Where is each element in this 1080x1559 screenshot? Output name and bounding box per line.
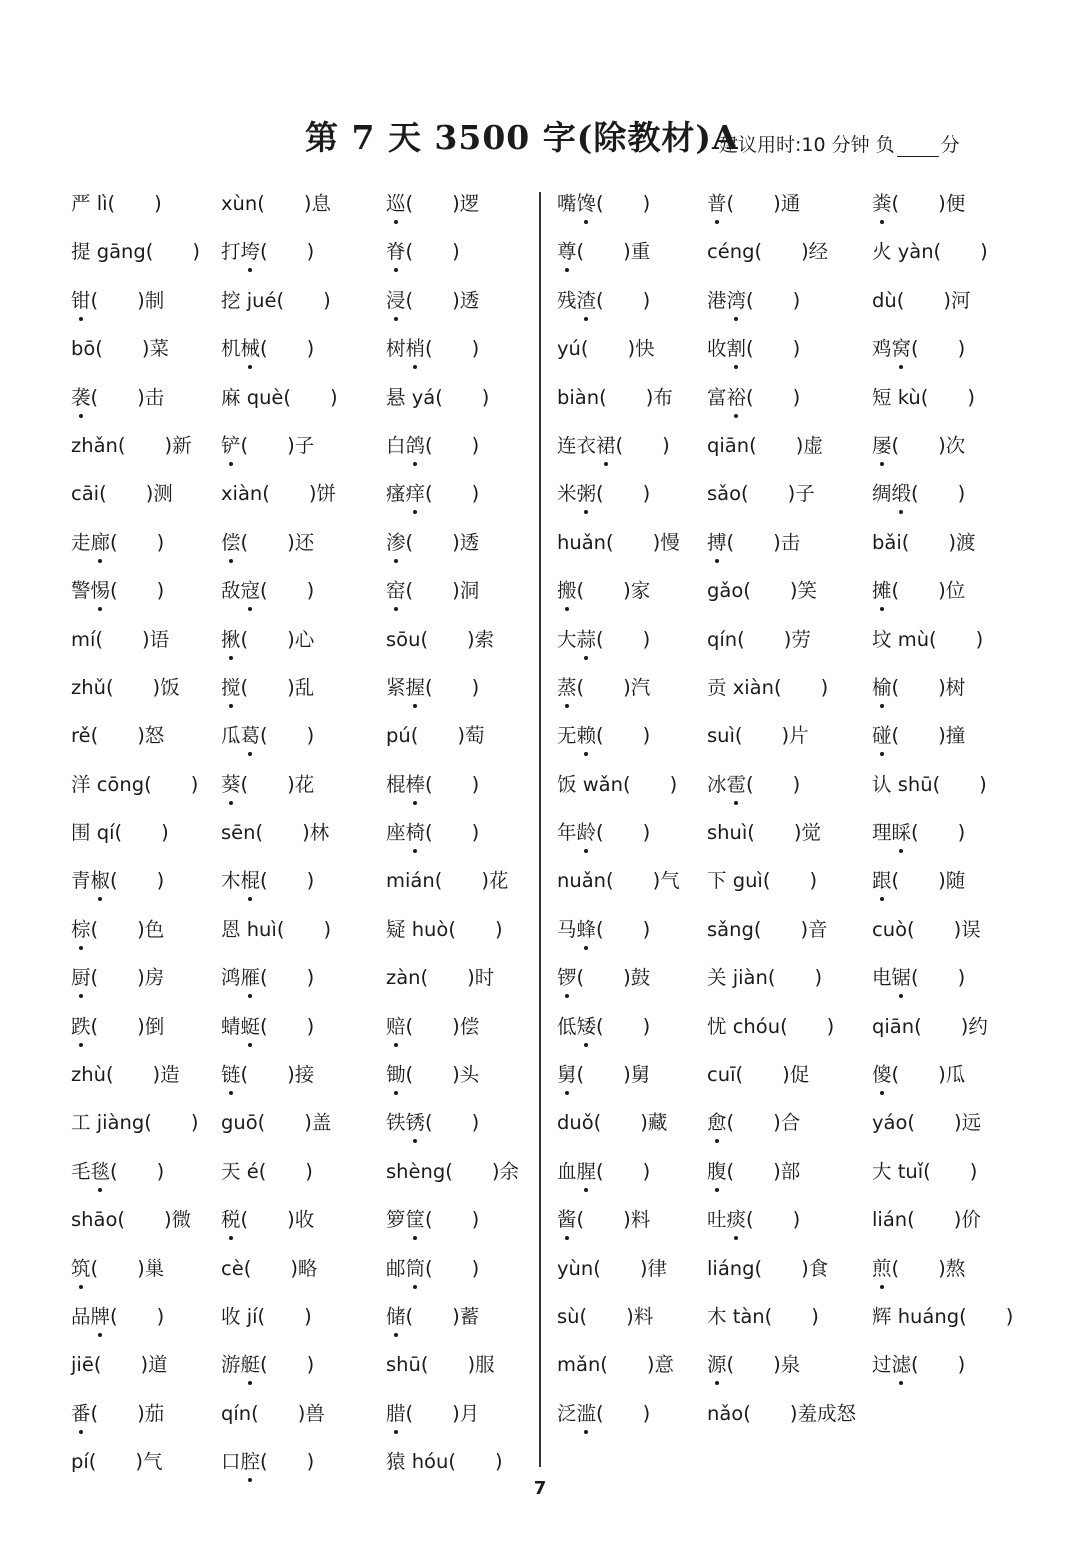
exercise-item: 舅( )舅 <box>557 1063 651 1087</box>
dotted-character: 锈 <box>405 1111 426 1135</box>
exercise-item: 品牌( ) <box>71 1304 165 1328</box>
exercise-item: 邮筒( ) <box>386 1256 480 1280</box>
exercise-item: qín( )兽 <box>221 1401 325 1425</box>
exercise-item: 警惕( ) <box>71 579 165 603</box>
exercise-item: duǒ( )藏 <box>557 1111 668 1135</box>
dotted-character: 毯 <box>90 1159 111 1183</box>
exercise-item: shū( )服 <box>386 1353 495 1377</box>
exercise-item: 吐痰( ) <box>707 1208 801 1232</box>
exercise-item: 无赖( ) <box>557 724 651 748</box>
exercise-item: 下 guì( ) <box>707 869 818 893</box>
dotted-character: 睬 <box>891 821 912 845</box>
exercise-item: 筑( )巢 <box>71 1256 165 1280</box>
exercise-item: 摊( )位 <box>872 579 966 603</box>
exercise-item: 猿 hóu( ) <box>386 1450 503 1474</box>
exercise-item: 嘴馋( ) <box>557 192 651 215</box>
exercise-item: 泛滥( ) <box>557 1401 651 1425</box>
exercise-item: 普( )通 <box>707 192 801 215</box>
exercise-item: nuǎn( )气 <box>557 869 680 893</box>
exercise-item: 大蒜( ) <box>557 627 651 651</box>
exercise-column-5 <box>707 192 856 1450</box>
dotted-character: 搏 <box>707 530 727 554</box>
exercise-item: 赔( )偿 <box>386 1014 480 1038</box>
dotted-character: 脊 <box>386 240 406 264</box>
dotted-character: 垮 <box>240 240 261 264</box>
exercise-item: 天 é( ) <box>221 1159 313 1183</box>
exercise-item: bǎi( )渡 <box>872 530 976 554</box>
exercise-item: 电锯( ) <box>872 966 966 990</box>
exercise-item: 渗( )透 <box>386 530 480 554</box>
dotted-character: 窝 <box>891 337 912 361</box>
exercise-item: 关 jiàn( ) <box>707 966 823 990</box>
exercise-item: 脊( ) <box>386 240 460 264</box>
dotted-character: 粪 <box>872 192 892 215</box>
exercise-item: 瓜葛( ) <box>221 724 315 748</box>
exercise-item: shuì( )觉 <box>707 821 822 845</box>
exercise-item: 白鸽( ) <box>386 433 480 457</box>
dotted-character: 浸 <box>386 288 406 312</box>
dotted-character: 椒 <box>90 869 111 893</box>
exercise-item: 巡( )逻 <box>386 192 480 215</box>
exercise-item: 厨( )房 <box>71 966 165 990</box>
dotted-character: 袭 <box>71 385 91 409</box>
dotted-character: 摊 <box>872 579 892 603</box>
exercise-item: 大 tuǐ( ) <box>872 1159 978 1183</box>
dotted-character: 滤 <box>891 1353 912 1377</box>
dotted-character: 酱 <box>557 1208 577 1232</box>
exercise-item: 短 kù( ) <box>872 385 975 409</box>
dotted-character: 搬 <box>557 579 577 603</box>
exercise-item: 青椒( ) <box>71 869 165 893</box>
dotted-character: 锄 <box>386 1063 406 1087</box>
dotted-character: 番 <box>71 1401 91 1425</box>
exercise-item: 铁锈( ) <box>386 1111 480 1135</box>
exercise-item: cuò( )误 <box>872 917 981 941</box>
exercise-item: 瘙痒( ) <box>386 482 480 506</box>
exercise-item: 跌( )倒 <box>71 1014 165 1038</box>
exercise-item: 腊( )月 <box>386 1401 480 1425</box>
exercise-item: 腹( )部 <box>707 1159 801 1183</box>
dotted-character: 腥 <box>576 1159 597 1183</box>
exercise-item: 浸( )透 <box>386 288 480 312</box>
exercise-item: 米粥( ) <box>557 482 651 506</box>
exercise-item: gǎo( )笑 <box>707 579 817 603</box>
dotted-character: 税 <box>221 1208 241 1232</box>
exercise-item: 残渣( ) <box>557 288 651 312</box>
exercise-item: sǎng( )音 <box>707 917 828 941</box>
page-number: 7 <box>533 1478 547 1499</box>
exercise-item: sù( )料 <box>557 1304 654 1328</box>
dotted-character: 揪 <box>221 627 241 651</box>
dotted-character: 廊 <box>90 530 111 554</box>
dotted-character: 碰 <box>872 724 892 748</box>
dotted-character: 赔 <box>386 1014 406 1038</box>
exercise-item: 富裕( ) <box>707 385 801 409</box>
exercise-item: 麻 què( ) <box>221 385 338 409</box>
dotted-character: 蒸 <box>557 675 577 699</box>
exercise-item: lián( )价 <box>872 1208 981 1232</box>
exercise-item: 洋 cōng( ) <box>71 772 199 796</box>
dotted-character: 腊 <box>386 1401 406 1425</box>
exercise-item: liáng( )食 <box>707 1256 829 1280</box>
exercise-item: qín( )劳 <box>707 627 811 651</box>
exercise-item: céng( )经 <box>707 240 829 264</box>
exercise-item: 屡( )次 <box>872 433 966 457</box>
dotted-character: 握 <box>405 675 426 699</box>
exercise-item: 链( )接 <box>221 1063 315 1087</box>
exercise-item: 锄( )头 <box>386 1063 480 1087</box>
exercise-item: xiàn( )饼 <box>221 482 336 506</box>
exercise-item: 马蜂( ) <box>557 917 651 941</box>
exercise-item: 碰( )撞 <box>872 724 966 748</box>
exercise-item: qiān( )虚 <box>707 433 823 457</box>
exercise-item: 饭 wǎn( ) <box>557 772 678 796</box>
exercise-item: shèng( )余 <box>386 1159 519 1183</box>
exercise-item: 游艇( ) <box>221 1353 315 1377</box>
dotted-character: 筑 <box>71 1256 91 1280</box>
exercise-item: 工 jiàng( ) <box>71 1111 199 1135</box>
exercise-item: 冰雹( ) <box>707 772 801 796</box>
dotted-character: 裙 <box>596 433 616 457</box>
dotted-character: 傻 <box>872 1063 892 1087</box>
dotted-character: 缎 <box>891 482 912 506</box>
exercise-item: 蒸( )汽 <box>557 675 651 699</box>
exercise-item: xùn( )息 <box>221 192 331 215</box>
exercise-item: yùn( )律 <box>557 1256 667 1280</box>
exercise-item: 鸿雁( ) <box>221 966 315 990</box>
exercise-item: 收 jí( ) <box>221 1304 312 1328</box>
dotted-character: 裕 <box>726 385 747 409</box>
exercise-item: bō( )菜 <box>71 337 170 361</box>
exercise-item: 傻( )瓜 <box>872 1063 966 1087</box>
exercise-item: 窑( )洞 <box>386 579 480 603</box>
exercise-item: 敌寇( ) <box>221 579 315 603</box>
exercise-item: 绸缎( ) <box>872 482 966 506</box>
exercise-item: shāo( )微 <box>71 1208 192 1232</box>
exercise-item: 跟( )随 <box>872 869 966 893</box>
exercise-item: 连衣裙( ) <box>557 433 670 457</box>
exercise-item: 钳( )制 <box>71 288 165 312</box>
exercise-item: 挖 jué( ) <box>221 288 331 312</box>
dotted-character: 渣 <box>576 288 597 312</box>
exercise-item: zhǔ( )饭 <box>71 675 180 699</box>
exercise-item: 鸡窝( ) <box>872 337 966 361</box>
dotted-character: 筒 <box>405 1256 426 1280</box>
dotted-character: 鸽 <box>405 433 426 457</box>
dotted-character: 梢 <box>405 337 426 361</box>
exercise-item: jiē( )道 <box>71 1353 168 1377</box>
dotted-character: 筐 <box>405 1208 426 1232</box>
exercise-item: 尊( )重 <box>557 240 651 264</box>
exercise-item: 粪( )便 <box>872 192 966 215</box>
dotted-character: 厨 <box>71 966 91 990</box>
exercise-item: 贡 xiàn( ) <box>707 675 829 699</box>
exercise-item: 恩 huì( ) <box>221 917 332 941</box>
dotted-character: 寇 <box>240 579 261 603</box>
exercise-item: 番( )茄 <box>71 1401 165 1425</box>
dotted-character: 雁 <box>240 966 261 990</box>
exercise-item: 机械( ) <box>221 337 315 361</box>
dotted-character: 椅 <box>405 821 426 845</box>
exercise-item: 忧 chóu( ) <box>707 1014 835 1038</box>
exercise-item: 木 tàn( ) <box>707 1304 819 1328</box>
dotted-character: 湾 <box>726 288 747 312</box>
dotted-character: 榆 <box>872 675 892 699</box>
exercise-item: 围 qí( ) <box>71 821 169 845</box>
dotted-character: 锣 <box>557 966 577 990</box>
exercise-item: 辉 huáng( ) <box>872 1304 1014 1328</box>
dotted-character: 牌 <box>90 1304 111 1328</box>
exercise-item: 认 shū( ) <box>872 772 987 796</box>
time-and-score-line <box>719 130 960 157</box>
dotted-character: 尊 <box>557 240 577 264</box>
exercise-item: 源( )泉 <box>707 1353 801 1377</box>
dotted-character: 腔 <box>240 1450 261 1474</box>
dotted-character: 痰 <box>726 1208 747 1232</box>
dotted-character: 钳 <box>71 288 91 312</box>
dotted-character: 馋 <box>576 192 597 215</box>
dotted-character: 蜓 <box>240 1014 261 1038</box>
exercise-item: 储( )蓄 <box>386 1304 480 1328</box>
dotted-character: 锯 <box>891 966 912 990</box>
dotted-character: 窑 <box>386 579 406 603</box>
exercise-column-6 <box>872 192 1013 1402</box>
score-unit-label: 分 <box>940 134 960 156</box>
dotted-character: 葛 <box>240 724 261 748</box>
exercise-item: 火 yàn( ) <box>872 240 988 264</box>
dotted-character: 割 <box>726 337 747 361</box>
dotted-character: 痒 <box>405 482 426 506</box>
page-header <box>305 112 1025 172</box>
exercise-item: zhǎn( )新 <box>71 433 192 457</box>
dotted-character: 械 <box>240 337 261 361</box>
exercise-item: 悬 yá( ) <box>386 385 490 409</box>
dotted-character: 艇 <box>240 1353 261 1377</box>
exercise-item: 紧握( ) <box>386 675 480 699</box>
dotted-character: 蒜 <box>576 627 597 651</box>
exercise-item: zàn( )时 <box>386 966 495 990</box>
exercise-item: mǎn( )意 <box>557 1353 675 1377</box>
dotted-character: 矮 <box>576 1014 597 1038</box>
exercise-item: suì( )片 <box>707 724 809 748</box>
exercise-item: sōu( )索 <box>386 627 495 651</box>
dotted-character: 滥 <box>576 1401 597 1425</box>
exercise-item: cè( )略 <box>221 1256 318 1280</box>
exercise-column-2 <box>221 192 338 1499</box>
dotted-character: 跟 <box>872 869 892 893</box>
dotted-character: 棍 <box>240 869 261 893</box>
exercise-item: 木棍( ) <box>221 869 315 893</box>
exercise-item: 葵( )花 <box>221 772 315 796</box>
exercise-item: 袭( )击 <box>71 385 165 409</box>
exercise-item: 锣( )鼓 <box>557 966 651 990</box>
dotted-character: 源 <box>707 1353 727 1377</box>
dotted-character: 渗 <box>386 530 406 554</box>
exercise-item: pú( )萄 <box>386 724 485 748</box>
exercise-item: biàn( )布 <box>557 385 673 409</box>
exercise-item: 口腔( ) <box>221 1450 315 1474</box>
exercise-item: 搏( )击 <box>707 530 801 554</box>
exercise-item: 过滤( ) <box>872 1353 966 1377</box>
exercise-item: rě( )怒 <box>71 724 165 748</box>
exercise-item: cuī( )促 <box>707 1063 810 1087</box>
dotted-character: 跌 <box>71 1014 91 1038</box>
dotted-character: 腹 <box>707 1159 727 1183</box>
exercise-item: 箩筐( ) <box>386 1208 480 1232</box>
column-divider <box>539 192 541 1467</box>
dotted-character: 龄 <box>576 821 597 845</box>
exercise-item: sēn( )林 <box>221 821 330 845</box>
dotted-character: 铲 <box>221 433 241 457</box>
dotted-character: 愈 <box>707 1111 727 1135</box>
dotted-character: 搅 <box>221 675 241 699</box>
exercise-item: 榆( )树 <box>872 675 966 699</box>
exercise-item: 税( )收 <box>221 1208 315 1232</box>
exercise-item: 走廊( ) <box>71 530 165 554</box>
suggested-time-label: 建议用时:10 分钟 负 <box>719 134 895 156</box>
exercise-item: 揪( )心 <box>221 627 315 651</box>
exercise-item: 打垮( ) <box>221 240 315 264</box>
score-blank <box>897 138 939 157</box>
exercise-item: 港湾( ) <box>707 288 801 312</box>
exercise-item: 座椅( ) <box>386 821 480 845</box>
exercise-item: 收割( ) <box>707 337 801 361</box>
exercise-item: 年龄( ) <box>557 821 651 845</box>
exercise-item: 提 gāng( ) <box>71 240 200 264</box>
exercise-item: 低矮( ) <box>557 1014 651 1038</box>
exercise-item: 愈( )合 <box>707 1111 801 1135</box>
exercise-item: yú( )快 <box>557 337 655 361</box>
exercise-item: 搅( )乱 <box>221 675 315 699</box>
page-title: 第 7 天 3500 字(除教材)A <box>305 118 739 157</box>
dotted-character: 普 <box>707 192 727 215</box>
dotted-character: 舅 <box>557 1063 577 1087</box>
dotted-character: 葵 <box>221 772 241 796</box>
exercise-item: nǎo( )羞成怒 <box>707 1401 856 1425</box>
exercise-item: 搬( )家 <box>557 579 651 603</box>
dotted-character: 惕 <box>90 579 111 603</box>
exercise-item: 坟 mù( ) <box>872 627 984 651</box>
exercise-item: 血腥( ) <box>557 1159 651 1183</box>
dotted-character: 煎 <box>872 1256 892 1280</box>
exercise-item: 铲( )子 <box>221 433 315 457</box>
dotted-character: 储 <box>386 1304 406 1328</box>
exercise-column-3 <box>386 192 519 1499</box>
dotted-character: 粥 <box>576 482 597 506</box>
dotted-character: 蜂 <box>576 917 597 941</box>
dotted-character: 雹 <box>726 772 747 796</box>
exercise-item: cāi( )测 <box>71 482 173 506</box>
exercise-item: 棍棒( ) <box>386 772 480 796</box>
exercise-item: 理睬( ) <box>872 821 966 845</box>
exercise-item: qiān( )约 <box>872 1014 988 1038</box>
dotted-character: 棒 <box>405 772 426 796</box>
exercise-item: 严 lì( ) <box>71 192 162 215</box>
exercise-item: 树梢( ) <box>386 337 480 361</box>
exercise-item: 偿( )还 <box>221 530 315 554</box>
dotted-character: 棕 <box>71 917 91 941</box>
dotted-character: 赖 <box>576 724 597 748</box>
exercise-item: pí( )气 <box>71 1450 163 1474</box>
exercise-item: 棕( )色 <box>71 917 165 941</box>
exercise-item: 煎( )熬 <box>872 1256 966 1280</box>
dotted-character: 屡 <box>872 433 892 457</box>
exercise-column-1 <box>71 192 200 1499</box>
exercise-item: mián( )花 <box>386 869 509 893</box>
dotted-character: 巡 <box>386 192 406 215</box>
exercise-item: mí( )语 <box>71 627 170 651</box>
dotted-character: 链 <box>221 1063 241 1087</box>
exercise-column-4 <box>557 192 680 1450</box>
exercise-item: 酱( )料 <box>557 1208 651 1232</box>
exercise-item: zhù( )造 <box>71 1063 180 1087</box>
exercise-item: sǎo( )子 <box>707 482 815 506</box>
exercise-item: guō( )盖 <box>221 1111 332 1135</box>
dotted-character: 偿 <box>221 530 241 554</box>
exercise-item: 蜻蜓( ) <box>221 1014 315 1038</box>
exercise-item: dù( )河 <box>872 288 971 312</box>
exercise-item: yáo( )远 <box>872 1111 982 1135</box>
exercise-item: 疑 huò( ) <box>386 917 503 941</box>
exercise-item: huǎn( )慢 <box>557 530 680 554</box>
exercise-item: 毛毯( ) <box>71 1159 165 1183</box>
